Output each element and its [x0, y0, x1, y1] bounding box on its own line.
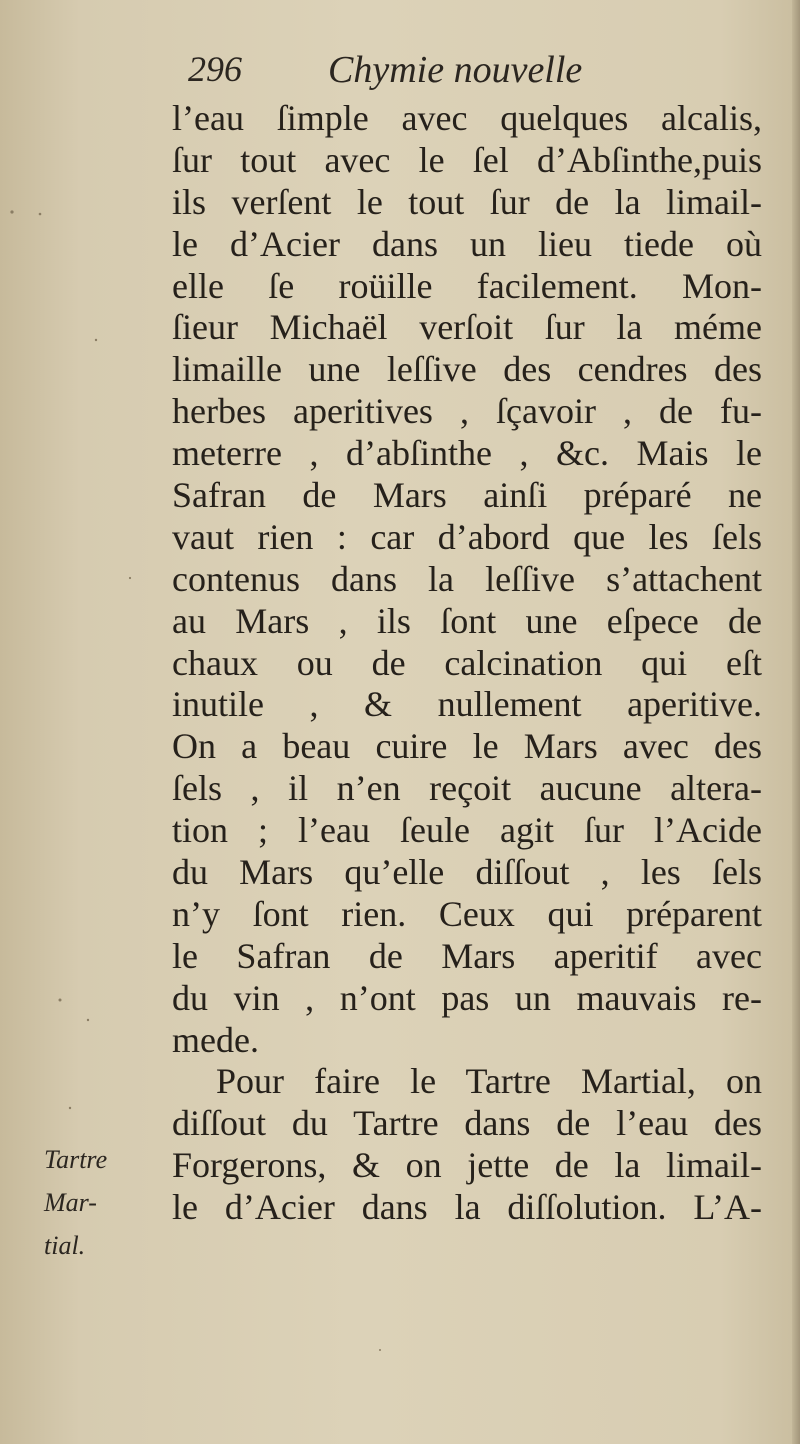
marginal-note-line: tial. — [44, 1231, 86, 1260]
text-line: diſſout du Tartre dans de l’eau des — [172, 1103, 762, 1144]
marginal-note-line: Mar- — [44, 1188, 97, 1217]
text-line: au Mars , ils ſont une eſpece de — [172, 600, 762, 641]
text-line: le d’Acier dans un lieu tiede où — [172, 223, 762, 264]
text-line: meterre , d’abſinthe , &c. Mais le — [172, 433, 762, 474]
text-line: chaux ou de calcination qui eſt — [172, 642, 762, 683]
text-line: ſels , il n’en reçoit aucune altera- — [172, 768, 762, 809]
body-text — [172, 98, 762, 1229]
text-line: n’y ſont rien. Ceux qui préparent — [172, 893, 762, 934]
text-line: ſur tout avec le ſel d’Abſinthe,puis — [172, 139, 762, 180]
paragraph-1 — [172, 98, 762, 1061]
text-line: le d’Acier dans la diſſolution. L’A- — [172, 1187, 762, 1228]
text-line: herbes aperitives , ſçavoir , de fu- — [172, 391, 762, 432]
text-line: Safran de Mars ainſi préparé ne — [172, 475, 762, 516]
page-number: 296 — [188, 49, 242, 89]
text-line: Pour faire le Tartre Martial, on — [216, 1061, 762, 1102]
text-line: elle ſe roüille facilement. Mon- — [172, 265, 762, 306]
text-line: limaille une leſſive des cendres des — [172, 349, 762, 390]
text-line: l’eau ſimple avec quelques alcalis, — [172, 98, 762, 138]
text-line: On a beau cuire le Mars avec des — [172, 726, 762, 767]
text-line: ils verſent le tout ſur de la limail- — [172, 181, 762, 222]
text-line: inutile , & nullement aperitive. — [172, 684, 762, 725]
running-title: Chymie nouvelle — [328, 49, 583, 91]
text-line: vaut rien : car d’abord que les ſels — [172, 516, 762, 557]
text-line: Forgerons, & on jette de la limail- — [172, 1145, 762, 1186]
text-line: le Safran de Mars aperitif avec — [172, 935, 762, 976]
paragraph-2 — [172, 1061, 762, 1229]
text-line: du Mars qu’elle diſſout , les ſels — [172, 852, 762, 893]
marginal-note-line: Tartre — [44, 1145, 108, 1174]
page-fold-shadow — [792, 0, 800, 1444]
marginal-note — [44, 1138, 154, 1267]
text-line: contenus dans la leſſive s’attachent — [172, 558, 762, 599]
page-header — [188, 48, 748, 100]
text-line: ſieur Michaël verſoit ſur la méme — [172, 307, 762, 348]
text-line: du vin , n’ont pas un mauvais re- — [172, 977, 762, 1018]
text-line: tion ; l’eau ſeule agit ſur l’Acide — [172, 810, 762, 851]
text-line: mede. — [172, 1019, 259, 1060]
